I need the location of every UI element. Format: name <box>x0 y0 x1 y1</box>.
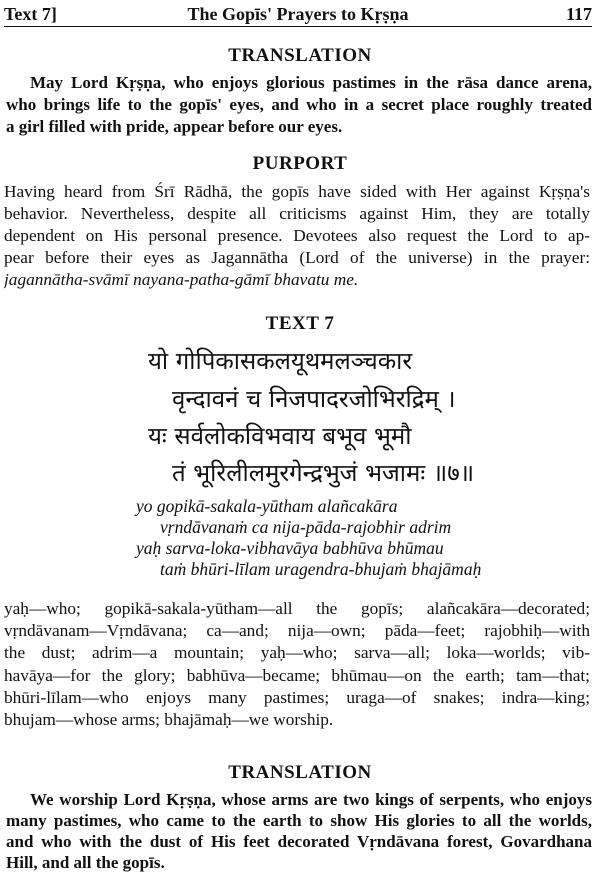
purport-line: jagannātha-svāmī nayana-patha-gāmī bhavatu me. <box>4 270 359 289</box>
synonyms-line: havāya—for the glory; babhūva—became; bhūmau—on the earth; tam—that; <box>4 665 590 685</box>
synonyms-line: yaḥ—who; gopikā-sakala-yūtham—all the gopīs; alañcakāra—decorated; <box>4 599 590 618</box>
purport-line: Having heard from Śrī Rādhā, the gopīs have sided with Her against Kṛṣṇa's <box>4 182 590 201</box>
synonyms-line: bhujam—whose arms; bhajāmaḥ—we worship. <box>4 710 334 730</box>
synonyms-line: the dust; adrim—a mountain; yaḥ—who; sarva—all; loka—worlds; vib- <box>4 643 590 663</box>
synonyms-text <box>4 598 590 731</box>
running-header <box>4 2 592 28</box>
translation-line: many pastimes, who came to the earth to show His glories to all the worlds, <box>6 811 592 830</box>
devanagari-verse-line: यः सर्वलोकविभवाय बभूव भूमौ <box>148 422 412 450</box>
translation-line: May Lord Kṛṣṇa, who enjoys glorious pastimes in the rāsa dance arena, <box>30 73 592 92</box>
synonyms-line: vṛndāvanam—Vṛndāvana; ca—and; nija—own; pāda—feet; rajobhiḥ—with <box>4 621 590 641</box>
purport-line: dependent on His personal presence. Devotees also request the Lord to ap- <box>4 226 590 245</box>
purport-text <box>4 181 590 291</box>
header-rule <box>4 26 592 27</box>
page-number: 117 <box>565 4 592 24</box>
devanagari-verse-line: तं भूरिलीलमुरगेन्द्रभुजं भजामः ॥७॥ <box>172 459 475 487</box>
text-number-heading: TEXT 7 <box>265 313 335 334</box>
transliteration-line: yaḥ sarva-loka-vibhavāya babhūva bhūmau <box>136 538 444 558</box>
transliteration <box>0 496 600 586</box>
translation-heading: TRANSLATION <box>228 45 372 66</box>
translation-line: a girl filled with pride, appear before our eyes. <box>6 117 343 136</box>
purport-heading: PURPORT <box>252 153 348 174</box>
purport-line: behavior. Nevertheless, despite all criticisms against Him, they are totally <box>4 204 590 223</box>
translation-text <box>6 789 592 873</box>
transliteration-line: yo gopikā-sakala-yūtham alañcakāra <box>136 496 398 516</box>
translation-line: and who with the dust of His feet decorated Vṛndāvana forest, Govardhana <box>6 832 592 851</box>
header-title: The Gopīs' Prayers to Kṛṣṇa <box>187 4 409 24</box>
purport-line: pear before their eyes as Jagannātha (Lord of the universe) in the prayer: <box>4 248 590 267</box>
devanagari-verse-line: वृन्दावनं च निजपादरजोभिरद्रिम् । <box>172 385 456 413</box>
transliteration-line: vṛndāvanaṁ ca nija-pāda-rajobhir adrim <box>160 517 452 537</box>
transliteration-line: taṁ bhūri-līlam uragendra-bhujaṁ bhajāmaḥ <box>160 559 482 579</box>
translation-line: Hill, and all the gopīs. <box>6 853 165 872</box>
devanagari-verse-line: यो गोपिकासकलयूथमलञ्चकार <box>148 347 413 375</box>
translation-line: We worship Lord Kṛṣṇa, whose arms are two kings of serpents, who enjoys <box>30 790 592 809</box>
translation-heading: TRANSLATION <box>228 762 372 783</box>
synonyms-line: bhūri-līlam—who enjoys many pastimes; uraga—of snakes; indra—king; <box>4 687 590 707</box>
header-text-reference: Text 7] <box>4 4 57 24</box>
translation-line: who brings life to the gopīs' eyes, and who in a secret place roughly treated <box>6 95 592 114</box>
translation-text <box>6 72 592 138</box>
